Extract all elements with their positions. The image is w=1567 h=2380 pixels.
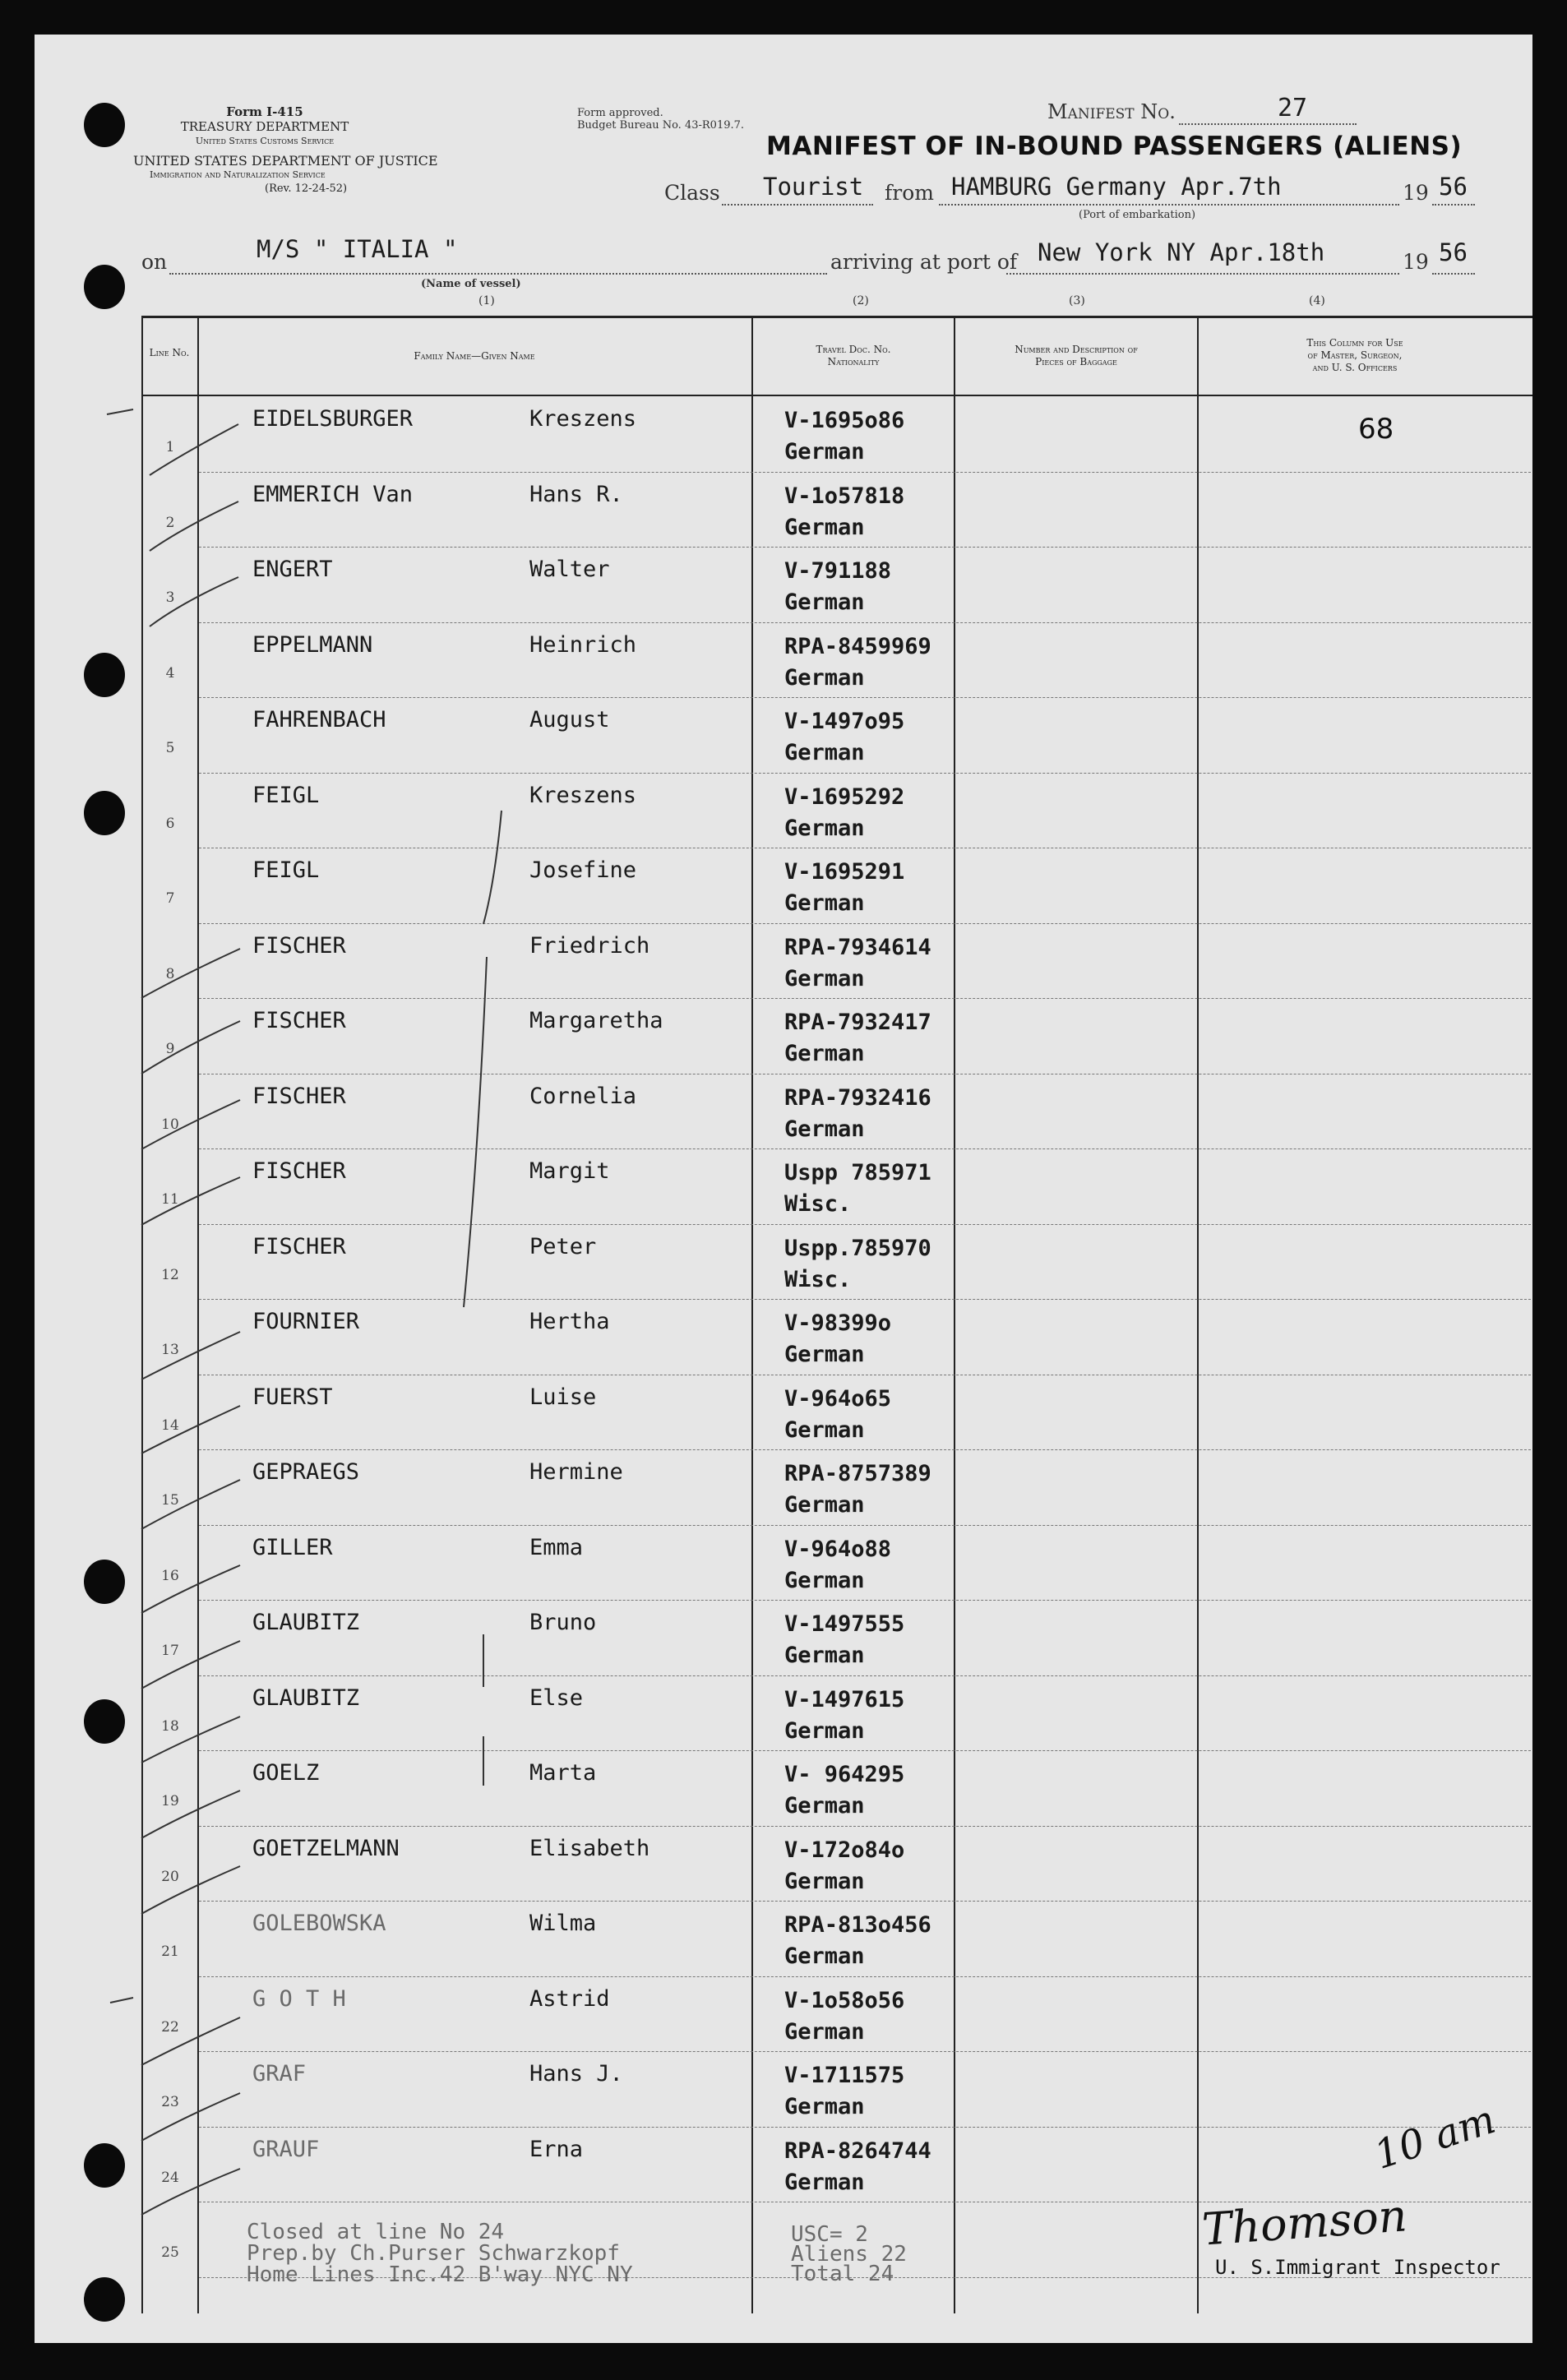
nationality: German (784, 664, 865, 691)
nationality: German (784, 514, 865, 540)
dept-justice-sub: Immigration and Naturalization Service (150, 169, 326, 180)
travel-doc-number: V-1o57818 (784, 483, 905, 509)
officer-note: 68 (1358, 413, 1394, 446)
year-prefix-2: 19 (1403, 250, 1429, 274)
family-name: EIDELSBURGER (252, 406, 414, 432)
col-line-no: Line No. (149, 347, 190, 358)
line-number: 21 (161, 1943, 179, 1960)
column-number: (1) (478, 294, 495, 307)
line-number: 15 (161, 1492, 179, 1509)
arriving-label: arriving at port of (830, 250, 1018, 274)
given-name: August (529, 707, 610, 732)
family-name: FEIGL (252, 782, 320, 808)
line-number: 1 (165, 439, 175, 455)
family-name: GRAUF (252, 2136, 320, 2162)
given-name: Heinrich (529, 631, 637, 658)
dept-treasury-sub: United States Customs Service (195, 136, 335, 146)
nationality: Wisc. (784, 1266, 852, 1292)
family-name: GEPRAEGS (252, 1459, 360, 1485)
line-number: 13 (161, 1342, 179, 1358)
travel-doc-number: RPA-8757389 (784, 1461, 931, 1486)
family-name: FISCHER (252, 1158, 346, 1184)
manifest-page (35, 35, 1532, 2343)
vessel-name: M/S " ITALIA " (257, 235, 458, 263)
family-name: GOETZELMANN (252, 1835, 400, 1861)
page-title: MANIFEST OF IN-BOUND PASSENGERS (ALIENS) (766, 132, 1463, 161)
col-officers-1: This Column for Use (1306, 337, 1403, 349)
travel-doc-number: RPA-7934614 (784, 934, 931, 960)
closed-line: Closed at line No 24 (247, 2220, 505, 2244)
family-name: GOELZ (252, 1760, 320, 1786)
nationality: German (784, 740, 865, 765)
aliens-count: Aliens 22 (791, 2242, 907, 2267)
handwritten-marks (35, 35, 1532, 2343)
given-name: Peter (529, 1233, 597, 1259)
family-name: FISCHER (252, 1233, 346, 1259)
line-number: 20 (161, 1868, 179, 1885)
manifest-number: 27 (1278, 94, 1308, 122)
given-name: Hans J. (529, 2061, 623, 2087)
nationality: German (784, 815, 865, 841)
from-label: from (885, 181, 934, 205)
family-name: GLAUBITZ (252, 1684, 360, 1711)
given-name: Kreszens (529, 782, 637, 808)
nationality: German (784, 1116, 865, 1142)
given-name: Wilma (529, 1911, 597, 1936)
nationality: German (784, 1643, 865, 1668)
nationality: German (784, 2094, 865, 2119)
on-label: on (141, 250, 168, 274)
col-officers-3: and U. S. Officers (1312, 362, 1398, 373)
nationality: German (784, 1868, 865, 1894)
line-number: 11 (161, 1191, 179, 1208)
family-name: EMMERICH Van (252, 481, 414, 507)
family-name: FISCHER (252, 1008, 346, 1033)
year-1: 56 (1439, 173, 1468, 201)
travel-doc-number: V-964o88 (784, 1536, 892, 1562)
form-approved: Form approved. (577, 107, 663, 119)
nationality: German (784, 589, 865, 615)
travel-doc-number: RPA-813o456 (784, 1912, 931, 1938)
line-number: 18 (161, 1717, 179, 1735)
line-number: 2 (165, 514, 175, 531)
family-name: EPPELMANN (252, 631, 373, 658)
nationality: German (784, 890, 865, 916)
given-name: Walter (529, 557, 610, 582)
given-name: Else (529, 1684, 584, 1711)
arrival-value: New York NY Apr.18th (1038, 238, 1325, 266)
nationality: German (784, 1717, 865, 1744)
travel-doc-number: V-1711575 (784, 2063, 905, 2088)
column-number: (3) (1069, 294, 1085, 307)
family-name: FOURNIER (252, 1309, 360, 1334)
usc-count: USC= 2 (791, 2222, 868, 2247)
nationality: German (784, 965, 865, 991)
travel-doc-number: V-1695291 (784, 859, 905, 885)
nationality: German (784, 439, 865, 464)
travel-doc-number: Uspp.785970 (784, 1235, 931, 1261)
travel-doc-number: V-791188 (784, 558, 892, 584)
family-name: GILLER (252, 1534, 333, 1560)
travel-doc-number: V-1497615 (784, 1686, 905, 1712)
class-value: Tourist (763, 173, 864, 201)
given-name: Friedrich (529, 932, 650, 959)
inspector-label: U. S.Immigrant Inspector (1215, 2256, 1500, 2279)
column-number: (2) (853, 294, 869, 307)
given-name: Emma (529, 1534, 584, 1560)
travel-doc-number: V-1695o86 (784, 408, 905, 433)
given-name: Elisabeth (529, 1835, 650, 1861)
family-name: FAHRENBACH (252, 707, 386, 732)
travel-doc-number: V-1o58o56 (784, 1987, 905, 2013)
line-number: 9 (165, 1041, 175, 1057)
travel-doc-number: V- 964295 (784, 1762, 905, 1787)
family-name: GRAF (252, 2061, 307, 2087)
line-number: 14 (161, 1416, 179, 1434)
col-travel-doc: Travel Doc. No. (816, 344, 891, 355)
revision: (Rev. 12-24-52) (265, 183, 348, 195)
agent-line: Home Lines Inc.42 B'way NYC NY (247, 2262, 633, 2287)
given-name: Astrid (529, 1985, 610, 2012)
travel-doc-number: V-172o84o (784, 1837, 905, 1863)
line-number: 7 (165, 890, 175, 907)
family-name: FISCHER (252, 932, 346, 959)
col-baggage: Number and Description of (1015, 344, 1138, 355)
port-embarkation-caption: (Port of embarkation) (1079, 209, 1196, 221)
given-name: Luise (529, 1384, 597, 1410)
vessel-caption: (Name of vessel) (421, 278, 521, 290)
col-nationality: Nationality (827, 356, 880, 367)
family-name: FISCHER (252, 1083, 346, 1109)
line-number: 23 (161, 2094, 179, 2110)
travel-doc-number: V-1497555 (784, 1611, 905, 1637)
year-2: 56 (1439, 238, 1468, 266)
given-name: Bruno (529, 1610, 597, 1635)
family-name: FEIGL (252, 857, 320, 883)
given-name: Hermine (529, 1459, 623, 1485)
given-name: Margaretha (529, 1008, 663, 1033)
travel-doc-number: V-964o65 (784, 1385, 892, 1412)
form-number: Form I-415 (226, 104, 303, 119)
travel-doc-number: V-1497o95 (784, 709, 905, 734)
line-number: 24 (161, 2169, 179, 2186)
class-label: Class (664, 181, 720, 205)
travel-doc-number: V-1695292 (784, 783, 905, 810)
given-name: Hans R. (529, 481, 623, 507)
line-number: 10 (161, 1116, 179, 1133)
family-name: GLAUBITZ (252, 1610, 360, 1635)
nationality: German (784, 2018, 865, 2045)
given-name: Marta (529, 1760, 597, 1786)
travel-doc-number: V-98399o (784, 1310, 892, 1336)
line-number: 17 (161, 1643, 179, 1659)
inspector-signature: Thomson (1200, 2189, 1409, 2256)
line-number: 8 (165, 965, 175, 982)
line-number: 16 (161, 1567, 179, 1584)
nationality: German (784, 1492, 865, 1518)
handwritten-time: 10 am (1369, 2096, 1501, 2179)
nationality: German (784, 1041, 865, 1066)
nationality: German (784, 1567, 865, 1593)
nationality: German (784, 1342, 865, 1367)
given-name: Kreszens (529, 406, 637, 432)
family-name: GOLEBOWSKA (252, 1911, 386, 1936)
nationality: German (784, 1793, 865, 1819)
family-name: FUERST (252, 1384, 333, 1410)
travel-doc-number: Uspp 785971 (784, 1160, 931, 1185)
nationality: German (784, 1416, 865, 1443)
family-name: ENGERT (252, 557, 333, 582)
given-name: Margit (529, 1158, 610, 1184)
family-name: G O T H (252, 1985, 346, 2012)
line-number: 3 (165, 589, 175, 606)
nationality: German (784, 1943, 865, 1969)
total-count: Total 24 (791, 2262, 894, 2286)
col-baggage-2: Pieces of Baggage (1035, 356, 1117, 367)
closing-notes (247, 2221, 633, 2285)
line-number: 25 (161, 2244, 179, 2261)
line-number: 4 (165, 664, 175, 682)
manifest-label: Manifest No. (1047, 100, 1176, 123)
line-number: 22 (161, 2018, 179, 2036)
prepared-by: Prep.by Ch.Purser Schwarzkopf (247, 2241, 620, 2266)
from-value: HAMBURG Germany Apr.7th (951, 173, 1282, 201)
line-number: 19 (161, 1793, 179, 1809)
totals (791, 2222, 907, 2286)
travel-doc-number: RPA-7932416 (784, 1084, 931, 1111)
given-name: Hertha (529, 1309, 610, 1334)
nationality: German (784, 2169, 865, 2195)
given-name: Erna (529, 2136, 584, 2162)
nationality: Wisc. (784, 1191, 852, 1217)
budget-bureau: Budget Bureau No. 43-R019.7. (577, 119, 745, 132)
column-number: (4) (1309, 294, 1325, 307)
col-officers-2: of Master, Surgeon, (1307, 349, 1403, 361)
travel-doc-number: RPA-8459969 (784, 633, 931, 659)
year-prefix-1: 19 (1403, 181, 1429, 205)
given-name: Josefine (529, 857, 637, 883)
given-name: Cornelia (529, 1083, 637, 1109)
travel-doc-number: RPA-8264744 (784, 2137, 931, 2164)
line-number: 12 (161, 1266, 179, 1283)
travel-doc-number: RPA-7932417 (784, 1010, 931, 1035)
dept-justice: UNITED STATES DEPARTMENT OF JUSTICE (133, 153, 438, 169)
line-number: 5 (165, 740, 175, 756)
col-name: Family Name—Given Name (414, 350, 535, 362)
line-number: 6 (165, 815, 175, 832)
dept-treasury: TREASURY DEPARTMENT (180, 119, 349, 134)
